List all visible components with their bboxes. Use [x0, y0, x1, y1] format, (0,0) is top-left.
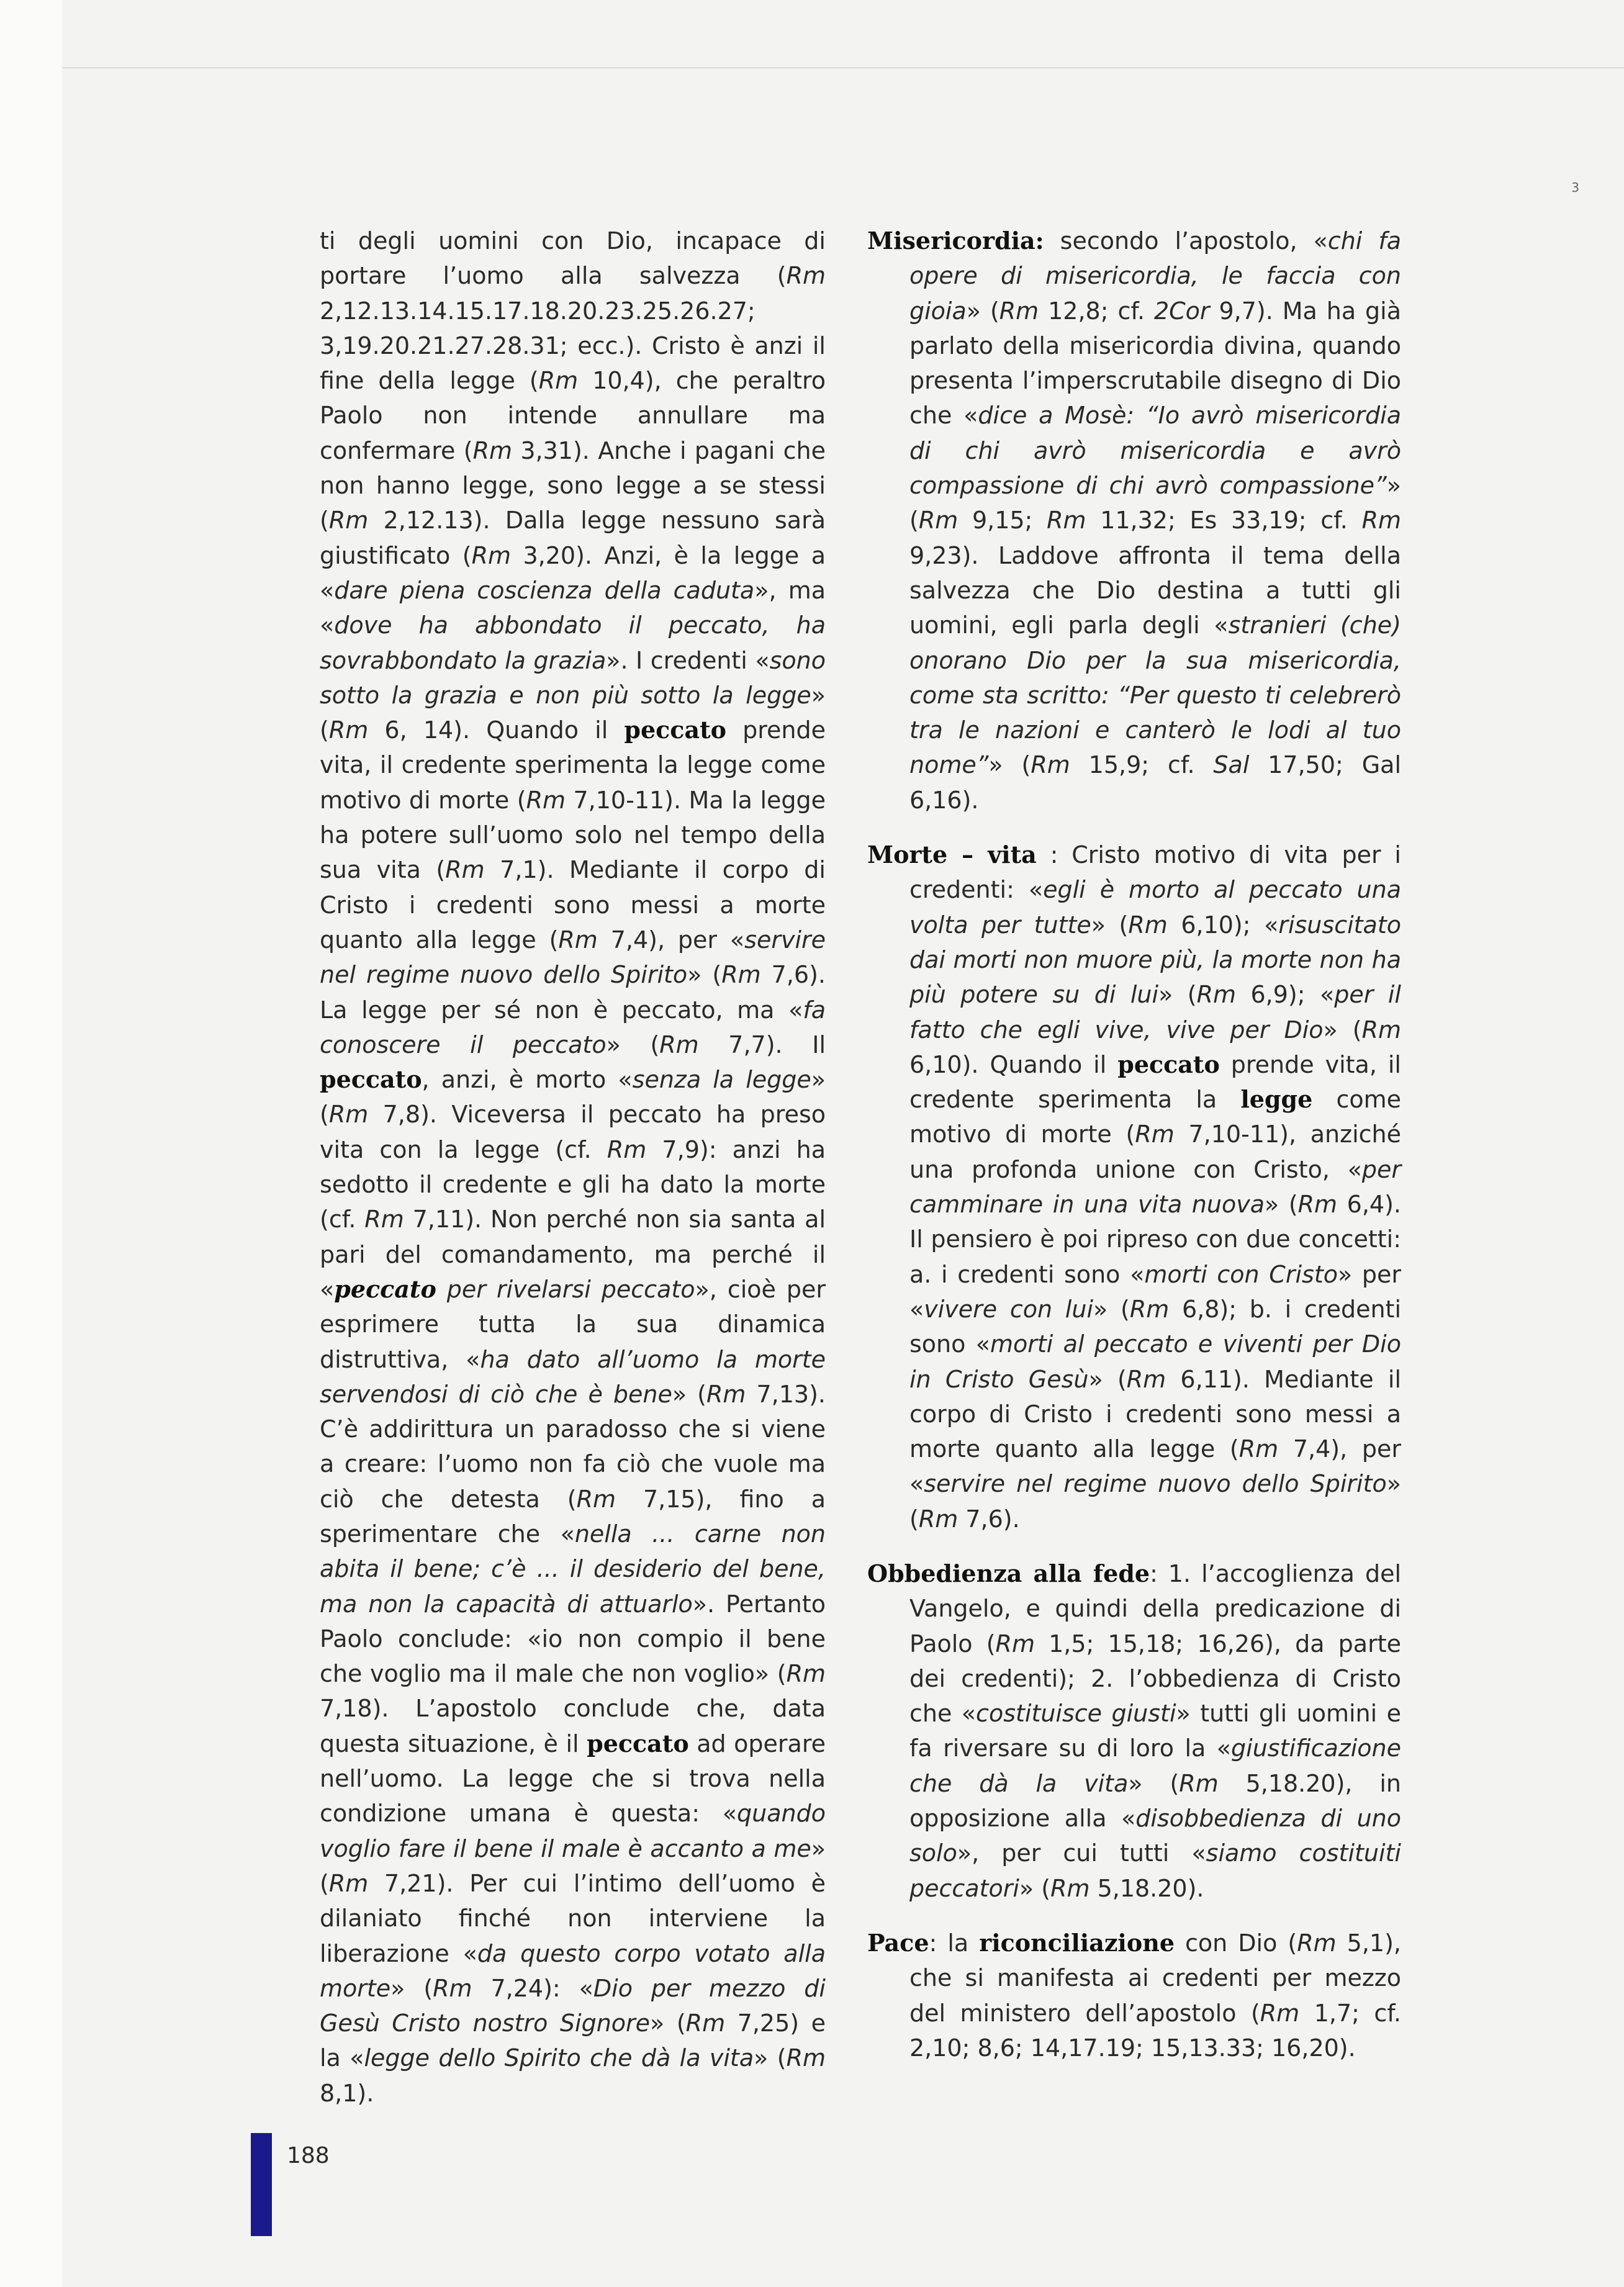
text-segment: 9,7). Ma ha già parlato della misericordia divina, quando presenta l’imperscrutabile disegno di Dio che « — [909, 297, 1401, 430]
text-segment: morti al peccato e viventi per Dio in Cristo Gesù — [909, 1330, 1401, 1393]
text-segment: Rm — [995, 1630, 1035, 1658]
text-segment: stranieri (che) onorano Dio per la sua misericordia, come sta scritto: “Per questo ti celebrerò tra le nazioni e canterò le lodi al tuo nome” — [909, 611, 1401, 779]
text-segment: 6, 14). Quando il — [368, 716, 625, 744]
text-segment: Rm — [538, 367, 579, 395]
text-segment: Rm — [721, 961, 761, 989]
text-segment: servire nel regime nuovo dello Spirito — [924, 1470, 1387, 1498]
glossary-term: Pace — [867, 1928, 929, 1957]
text-segment: 7,6). — [958, 1505, 1020, 1533]
text-segment: per rivelarsi peccato — [436, 1275, 695, 1303]
text-segment: per camminare in una vita nuova — [909, 1155, 1401, 1219]
text-segment: 3,31). Anche i pagani che non hanno legge, sono legge a se stessi ( — [320, 436, 826, 535]
text-segment: Rm — [1297, 1929, 1337, 1957]
text-segment: Rm — [1135, 1121, 1175, 1148]
text-segment: senza la legge — [632, 1066, 811, 1094]
text-segment: 5,1), che si manifesta ai credenti per mezzo del ministero dell’apostolo ( — [909, 1929, 1402, 2027]
text-segment: », cioè per esprimere tutta la sua dinamica distruttiva, « — [320, 1275, 826, 1373]
text-segment: legge dello Spirito che dà la vita — [364, 2044, 754, 2072]
text-segment: chi fa opere di misericordia, le faccia con gioia — [909, 227, 1401, 325]
text-segment: fa conoscere il peccato — [320, 996, 826, 1058]
text-segment: 7,4), per « — [597, 926, 745, 954]
text-segment: Rm — [558, 926, 598, 954]
text-segment: da questo corpo votato alla morte — [320, 1939, 826, 2002]
text-segment: 5,18.20). — [1089, 1874, 1204, 1902]
text-segment: 5,18.20), in opposizione alla « — [909, 1769, 1401, 1833]
text-segment: legge — [1240, 1085, 1313, 1114]
text-segment: Rm — [918, 1505, 959, 1533]
text-segment: nella ... carne non abita il bene; c’è ... il desiderio del bene, ma non la capacità di attuarlo — [320, 1520, 826, 1618]
glossary-entry — [867, 1556, 1401, 1906]
text-segment: Rm — [1050, 1874, 1090, 1902]
glossary-entry — [867, 1926, 1401, 2065]
text-segment: prende vita, il credente sperimenta la — [909, 1050, 1401, 1114]
text-segment: peccato — [624, 716, 726, 744]
text-segment: 7,7). Il — [698, 1031, 826, 1058]
text-segment: 7,18). L’apostolo conclude che, data questa situazione, è il — [320, 1695, 826, 1757]
text-segment: 17,50; Gal 6,16). — [909, 751, 1401, 814]
text-segment: ». I credenti « — [606, 646, 770, 674]
text-segment: quando voglio fare il bene il male è accanto a me — [320, 1800, 826, 1862]
glossary-entries — [867, 223, 1401, 2065]
text-segment: » tutti gli uomini e fa riversare su di loro la « — [909, 1700, 1402, 1762]
text-segment: » ( — [320, 1066, 826, 1129]
text-segment: Rm — [1031, 751, 1070, 779]
text-segment: », ma « — [320, 576, 826, 639]
right-column — [867, 223, 1401, 2085]
text-segment: dare piena coscienza della caduta — [334, 576, 755, 604]
text-segment: dice a Mosè: “Io avrò misericordia di chi avrò misericordia e avrò compassione di chi avrò compassione” — [909, 402, 1401, 500]
glossary-term: Misericordia: — [867, 227, 1044, 255]
text-segment: 7,10-11). Ma la legge ha potere sull’uomo solo nel tempo della sua vita ( — [320, 786, 826, 884]
text-segment: siamo costituiti peccatori — [909, 1839, 1401, 1902]
text-segment: servire nel regime nuovo dello Spirito — [320, 926, 826, 989]
text-segment: dove ha abbondato il peccato, ha sovrabbondato la grazia — [320, 611, 826, 674]
text-segment: » ( — [1265, 1191, 1298, 1219]
text-segment: prende vita, il credente sperimenta la legge come motivo di morte ( — [320, 716, 826, 814]
text-segment: 7,8). Viceversa il peccato ha preso vita con la legge (cf. — [320, 1101, 826, 1163]
text-segment: Rm — [328, 1869, 369, 1897]
text-segment: ti degli uomini con Dio, incapace di portare l’uomo alla salvezza ( — [320, 227, 826, 290]
text-segment: 3,20). Anzi, è la legge a « — [320, 541, 826, 604]
text-segment: Rm — [786, 1660, 826, 1688]
page-number-bar — [251, 2133, 272, 2236]
text-segment: Rm — [471, 541, 511, 569]
text-segment: Rm — [786, 262, 826, 290]
glossary-entry-body — [867, 1926, 1401, 2065]
text-segment: Rm — [526, 786, 566, 814]
text-segment: » ( — [1128, 1769, 1180, 1797]
text-segment: 6,4). Il pensiero è poi ripreso con due concetti: a. i credenti sono « — [909, 1191, 1401, 1288]
text-segment: : la — [929, 1929, 980, 1957]
text-segment: 7,6). La legge per sé non è peccato, ma « — [320, 961, 826, 1024]
text-segment: 6,10); « — [1167, 911, 1279, 939]
text-segment: ». Pertanto Paolo conclude: «io non compio il bene che voglio ma il male che non voglio» ( — [320, 1590, 826, 1688]
text-segment: 7,21). Per cui l’intimo dell’uomo è dilaniato finché non interviene la liberazione « — [320, 1869, 826, 1967]
text-segment: 7,1). Mediante il corpo di Cristo i credenti sono messi a morte quanto alla legge ( — [320, 856, 826, 954]
text-segment: » ( — [1091, 911, 1129, 939]
left-column — [320, 223, 826, 2111]
text-segment: Rm — [1128, 911, 1168, 939]
text-segment: 6,10). Quando il — [909, 1050, 1118, 1078]
text-segment: peccato — [320, 1065, 422, 1094]
glossary-term: Morte – vita — [867, 841, 1037, 869]
text-segment: » ( — [909, 472, 1401, 535]
text-segment: egli è morto al peccato una volta per tutte — [909, 876, 1401, 939]
text-segment: Rm — [685, 2010, 726, 2037]
text-segment: Rm — [1126, 1365, 1166, 1393]
text-segment: 1,5; 15,18; 16,26), da parte dei credenti); 2. l’obbedienza di Cristo che « — [909, 1630, 1401, 1728]
text-segment: 7,24): « — [472, 1974, 593, 2002]
text-segment: giustificazione che dà la vita — [909, 1734, 1401, 1797]
text-segment: 7,10-11), anziché una profonda unione con Cristo, « — [909, 1121, 1401, 1183]
text-segment: peccato — [1117, 1050, 1220, 1078]
text-segment: peccato — [334, 1274, 436, 1303]
text-segment: Rm — [706, 1380, 746, 1408]
page-margin — [0, 0, 62, 2287]
glossary-entry — [867, 837, 1401, 1536]
text-segment: 2Cor — [1153, 297, 1210, 325]
text-segment: » ( — [1093, 1295, 1130, 1323]
text-segment: Rm — [999, 297, 1039, 325]
text-segment: Rm — [1238, 1435, 1279, 1463]
text-segment: Rm — [433, 1974, 472, 2002]
text-segment: Rm — [1047, 507, 1086, 535]
text-segment: Rm — [918, 507, 959, 535]
text-segment: » ( — [606, 1031, 660, 1058]
text-segment: , anzi, è morto « — [422, 1066, 633, 1094]
glossary-entry-body — [867, 1556, 1401, 1906]
text-segment: per il fatto che egli vive, vive per Dio — [909, 981, 1401, 1044]
text-segment: : 1. l’accoglienza del Vangelo, e quindi della predicazione di Paolo ( — [909, 1559, 1402, 1658]
text-segment: Rm — [445, 856, 485, 884]
text-segment: » ( — [909, 1470, 1401, 1533]
text-segment: » ( — [1019, 1874, 1051, 1902]
text-segment: 6,8); b. i credenti sono « — [909, 1295, 1401, 1358]
text-segment: Dio per mezzo di Gesù Cristo nostro Signore — [320, 1974, 826, 2037]
text-segment: » ( — [966, 297, 999, 325]
text-segment: Sal — [1213, 751, 1250, 779]
text-segment: risuscitato dai morti non muore più, la morte non ha più potere su di lui — [909, 911, 1401, 1009]
text-segment: 9,23). Laddove affronta il tema della salvezza che Dio destina a tutti gli uomini, egli parla degli « — [909, 541, 1401, 639]
text-segment: riconciliazione — [979, 1928, 1175, 1957]
text-segment: 8,1). — [320, 2079, 374, 2107]
text-segment: Rm — [659, 1031, 699, 1058]
text-segment: come motivo di morte ( — [909, 1086, 1401, 1148]
text-segment: secondo l’apostolo, « — [1044, 227, 1328, 255]
text-segment: 7,9): anzi ha sedotto il credente e gli ha dato la morte (cf. — [320, 1135, 826, 1234]
glossary-entry-body — [867, 223, 1401, 818]
text-segment: 2,12.13). Dalla legge nessuno sarà giustificato ( — [320, 507, 826, 569]
text-segment: Rm — [1179, 1769, 1219, 1797]
text-segment: sono sotto la grazia e non più sotto la legge — [320, 646, 826, 709]
text-segment: : Cristo motivo di vita per i credenti: « — [909, 841, 1401, 904]
text-segment: morti con Cristo — [1144, 1260, 1338, 1288]
text-segment: » ( — [1088, 1365, 1127, 1393]
page-number: 188 — [287, 2143, 330, 2168]
text-segment: Rm — [328, 1101, 369, 1129]
text-segment: Rm — [607, 1135, 647, 1163]
text-segment: costituisce giusti — [976, 1700, 1176, 1728]
text-segment: 9,15; — [958, 507, 1047, 535]
text-segment: Rm — [786, 2044, 826, 2072]
text-segment: 7,15), fino a sperimentare che « — [320, 1485, 826, 1548]
text-segment: » ( — [390, 1974, 433, 2002]
corner-mark: 3 — [1571, 180, 1579, 195]
text-segment: » ( — [320, 681, 826, 744]
text-segment: con Dio ( — [1175, 1929, 1297, 1957]
text-segment: ha dato all’uomo la morte servendosi di ciò che è bene — [320, 1345, 826, 1408]
text-segment: 2,12.13.14.15.17.18.20.23.25.26.27; 3,19.20.21.27.28.31; ecc.). Cristo è anzi il fine della legge ( — [320, 297, 826, 395]
text-segment: disobbedienza di uno solo — [909, 1805, 1401, 1867]
glossary-entry-body — [867, 837, 1401, 1536]
text-segment: » ( — [754, 2044, 787, 2072]
text-segment: » ( — [687, 961, 722, 989]
text-segment: Rm — [364, 1206, 404, 1234]
text-segment: Rm — [1129, 1295, 1170, 1323]
text-segment: » ( — [672, 1380, 706, 1408]
glossary-entry — [867, 223, 1401, 818]
text-segment: 7,11). Non perché non sia santa al pari del comandamento, ma perché il « — [320, 1206, 826, 1303]
text-segment: peccato — [587, 1729, 689, 1757]
text-segment: » ( — [650, 2010, 686, 2037]
text-segment: 7,13). C’è addirittura un paradosso che si viene a creare: l’uomo non fa ciò che vuole ma ciò che detesta ( — [320, 1380, 826, 1513]
text-segment: Rm — [1196, 981, 1237, 1009]
left-column-text — [320, 223, 826, 2111]
text-segment: » per « — [909, 1260, 1402, 1323]
text-segment: » ( — [1158, 981, 1197, 1009]
text-segment: Rm — [1297, 1191, 1338, 1219]
text-segment: vivere con lui — [924, 1295, 1094, 1323]
page-edge — [62, 67, 1624, 69]
text-segment: Rm — [1260, 1999, 1300, 2027]
text-segment: » ( — [320, 1834, 826, 1897]
text-segment: 7,25) e la « — [320, 2010, 826, 2072]
text-segment: 7,4), per « — [909, 1435, 1401, 1498]
text-segment: 15,9; cf. — [1070, 751, 1214, 779]
text-segment: », per cui tutti « — [957, 1839, 1206, 1867]
text-segment: 10,4), che peraltro Paolo non intende annullare ma confermare ( — [320, 367, 826, 464]
text-segment: Rm — [576, 1485, 616, 1513]
text-segment: 12,8; cf. — [1039, 297, 1154, 325]
text-segment: Rm — [1361, 1016, 1401, 1044]
text-segment: 1,7; cf. 2,10; 8,6; 14,17.19; 15,13.33; 16,20). — [909, 1999, 1401, 2062]
glossary-term: Obbedienza alla fede — [867, 1559, 1150, 1587]
text-segment: Rm — [1361, 507, 1402, 535]
text-segment: ad operare nell’uomo. La legge che si trova nella condizione umana è questa: « — [320, 1730, 826, 1828]
text-segment: 6,11). Mediante il corpo di Cristo i credenti sono messi a morte quanto alla legge ( — [909, 1365, 1402, 1463]
text-segment: » ( — [1323, 1016, 1362, 1044]
text-segment: Rm — [472, 436, 512, 464]
text-segment: Rm — [328, 716, 369, 744]
text-segment: 11,32; Es 33,19; cf. — [1086, 507, 1362, 535]
text-segment: 6,9); « — [1236, 981, 1335, 1009]
text-segment: » ( — [988, 751, 1031, 779]
text-segment: Rm — [328, 507, 369, 535]
